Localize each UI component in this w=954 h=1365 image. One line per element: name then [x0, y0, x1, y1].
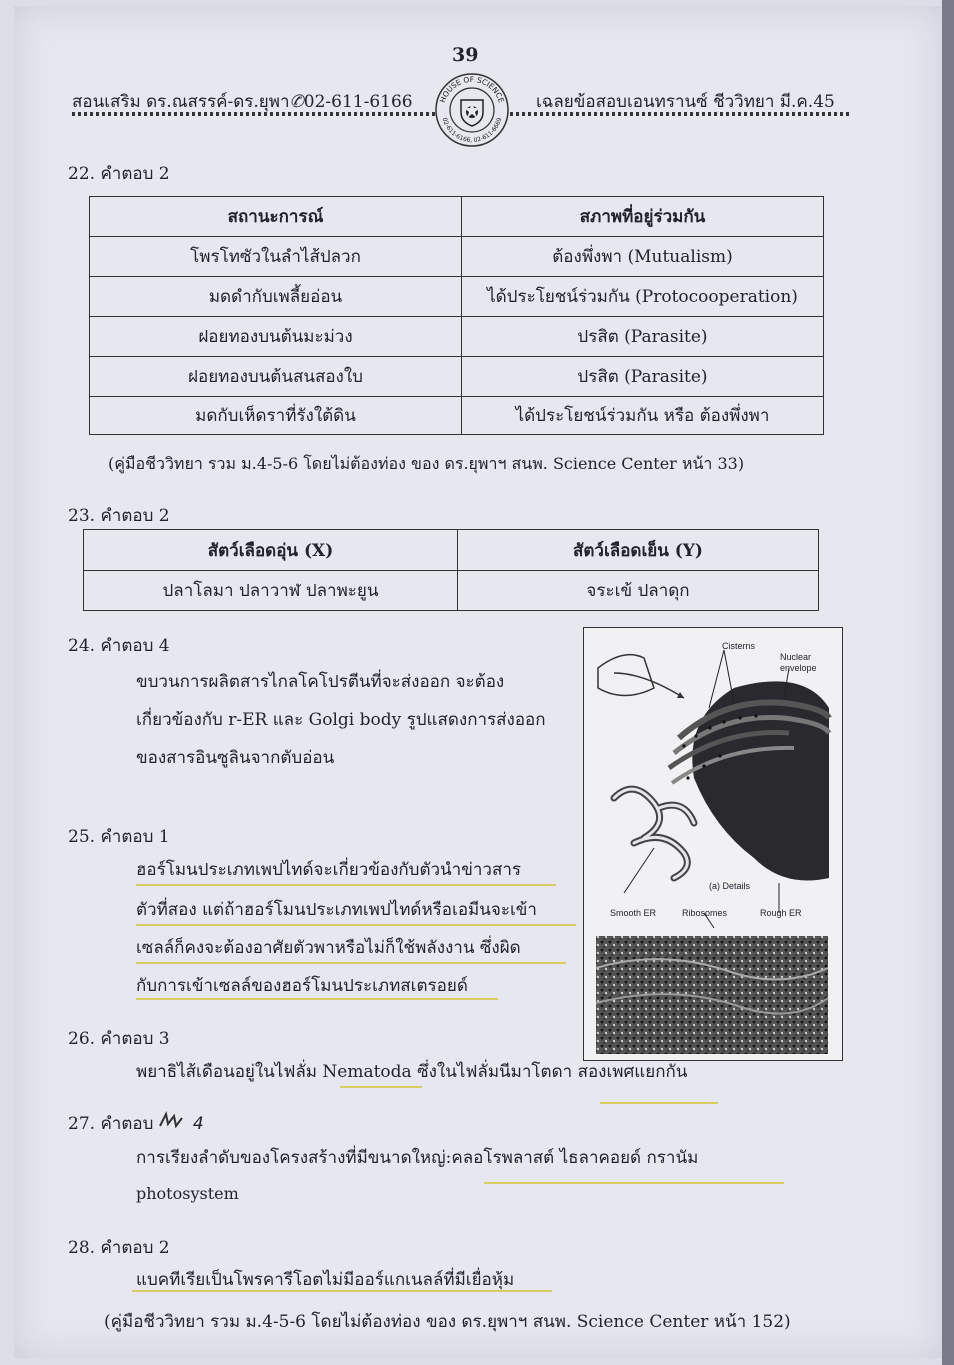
table-header: สถานะการณ์: [90, 197, 462, 237]
highlight-underline: [484, 1182, 784, 1184]
page-number: 39: [452, 44, 479, 66]
label-rough-er: Rough ER: [760, 908, 802, 918]
q26-label: 26. คำตอบ 3: [68, 1029, 170, 1049]
source-citation: (คู่มือชีววิทยา รวม ม.4-5-6 โดยไม่ต้องท่อง ของ ดร.ยุพาฯ สนพ. Science Center หน้า 152): [104, 1312, 791, 1332]
table-header: สภาพที่อยู่ร่วมกัน: [462, 197, 824, 237]
q28-label: 28. คำตอบ 2: [68, 1238, 170, 1258]
q27-label-text: 27. คำตอบ: [68, 1114, 154, 1134]
answer-text: photosystem: [136, 1184, 239, 1203]
table-cell: ปลาโลมา ปลาวาฬ ปลาพะยูน: [84, 571, 458, 611]
answer-text: เซลล์ก็คงจะต้องอาศัยตัวพาหรือไม่ก็ใช้พลังงาน ซึ่งผิด: [136, 938, 521, 958]
table-cell: ต้องพึ่งพา (Mutualism): [462, 237, 824, 277]
table-cell: ได้ประโยชน์ร่วมกัน หรือ ต้องพึ่งพา: [462, 397, 824, 435]
highlight-underline: [136, 884, 556, 886]
header-right: เฉลยข้อสอบเอนทรานซ์ ชีววิทยา มี.ค.45: [536, 92, 835, 112]
table-cell: ฝอยทองบนต้นมะม่วง: [90, 317, 462, 357]
answer-text: ของสารอินซูลินจากตับอ่อน: [136, 748, 335, 768]
phone-icon: ✆: [289, 92, 304, 112]
answer-text: เกี่ยวข้องกับ r-ER และ Golgi body รูปแสดงการส่งออก: [136, 710, 546, 730]
answer-text: การเรียงลำดับของโครงสร้างที่มีขนาดใหญ่:คลอโรพลาสต์ ไธลาคอยด์ กรานัม: [136, 1148, 699, 1168]
table-cell: มดกับเห็ดราที่รังใต้ดิน: [90, 397, 462, 435]
scribble-mark: [158, 1110, 204, 1132]
table-cell: ปรสิต (Parasite): [462, 357, 824, 397]
label-smooth-er: Smooth ER: [610, 908, 657, 918]
q24-label: 24. คำตอบ 4: [68, 636, 170, 656]
symbiosis-table: [89, 196, 824, 435]
er-golgi-figure: [583, 627, 843, 1061]
highlight-underline: [136, 998, 498, 1000]
table-header: สัตว์เลือดเย็น (Y): [458, 530, 819, 571]
label-details: (a) Details: [709, 881, 751, 891]
label-nuclear: Nuclear: [780, 652, 812, 662]
q23-label: 23. คำตอบ 2: [68, 506, 170, 526]
q25-label: 25. คำตอบ 1: [68, 827, 170, 847]
answer-text: กับการเข้าเซลล์ของฮอร์โมนประเภทสเตรอยด์: [136, 976, 468, 996]
source-citation: (คู่มือชีววิทยา รวม ม.4-5-6 โดยไม่ต้องท่อง ของ ดร.ยุพาฯ สนพ. Science Center หน้า 33): [108, 454, 745, 473]
header-left: [72, 88, 413, 115]
header-tutor: สอนเสริม ดร.ณสรรค์-ดร.ยุพา: [72, 92, 290, 112]
table-cell: ได้ประโยชน์ร่วมกัน (Protocooperation): [462, 277, 824, 317]
er-illustration: [584, 628, 842, 1060]
table-cell: จระเข้ ปลาดุก: [458, 571, 819, 611]
table-cell: ฝอยทองบนต้นสนสองใบ: [90, 357, 462, 397]
highlight-underline: [136, 962, 566, 964]
logo-text-bottom: 02-611-6166, 02-611-6669: [440, 116, 504, 145]
label-cisterns: Cisterns: [722, 641, 756, 651]
answer-text: ฮอร์โมนประเภทเพปไทด์จะเกี่ยวข้องกับตัวนำข่าวสาร: [136, 860, 521, 880]
table-header: สัตว์เลือดอุ่น (X): [84, 530, 458, 571]
q22-label: 22. คำตอบ 2: [68, 164, 170, 184]
answer-text: ตัวที่สอง แต่ถ้าฮอร์โมนประเภทเพปไทด์หรือเอมีนจะเข้า: [136, 900, 537, 920]
answer-text: พยาธิไส้เดือนอยู่ในไฟลั่ม Nematoda ซึ่งในไฟลั่มนีมาโตดา สองเพศแยกกัน: [136, 1062, 688, 1082]
table-cell: มดดำกับเพลี้ยอ่อน: [90, 277, 462, 317]
animals-table: [83, 529, 819, 611]
highlight-underline: [340, 1086, 422, 1088]
highlight-underline: [136, 924, 576, 926]
answer-text: แบคทีเรียเป็นโพรคารีโอตไม่มีออร์แกเนลล์ที่มีเยื่อหุ้ม: [136, 1270, 515, 1290]
handwritten-answer: 4: [192, 1114, 204, 1134]
page-edge: [942, 0, 954, 1365]
house-of-science-logo: [434, 72, 510, 148]
highlight-underline: [600, 1102, 718, 1104]
table-cell: โพรโทซัวในลำไส้ปลวก: [90, 237, 462, 277]
answer-text: ขบวนการผลิตสารไกลโคโปรตีนที่จะส่งออก จะต้อง: [136, 672, 505, 692]
label-ribosomes: Ribosomes: [682, 908, 728, 918]
table-cell: ปรสิต (Parasite): [462, 317, 824, 357]
label-envelope: envelope: [780, 663, 817, 673]
logo-text-top: HOUSE OF SCIENCE: [438, 74, 506, 104]
highlight-underline: [132, 1290, 552, 1292]
header-phone: 02-611-6166: [303, 92, 413, 112]
